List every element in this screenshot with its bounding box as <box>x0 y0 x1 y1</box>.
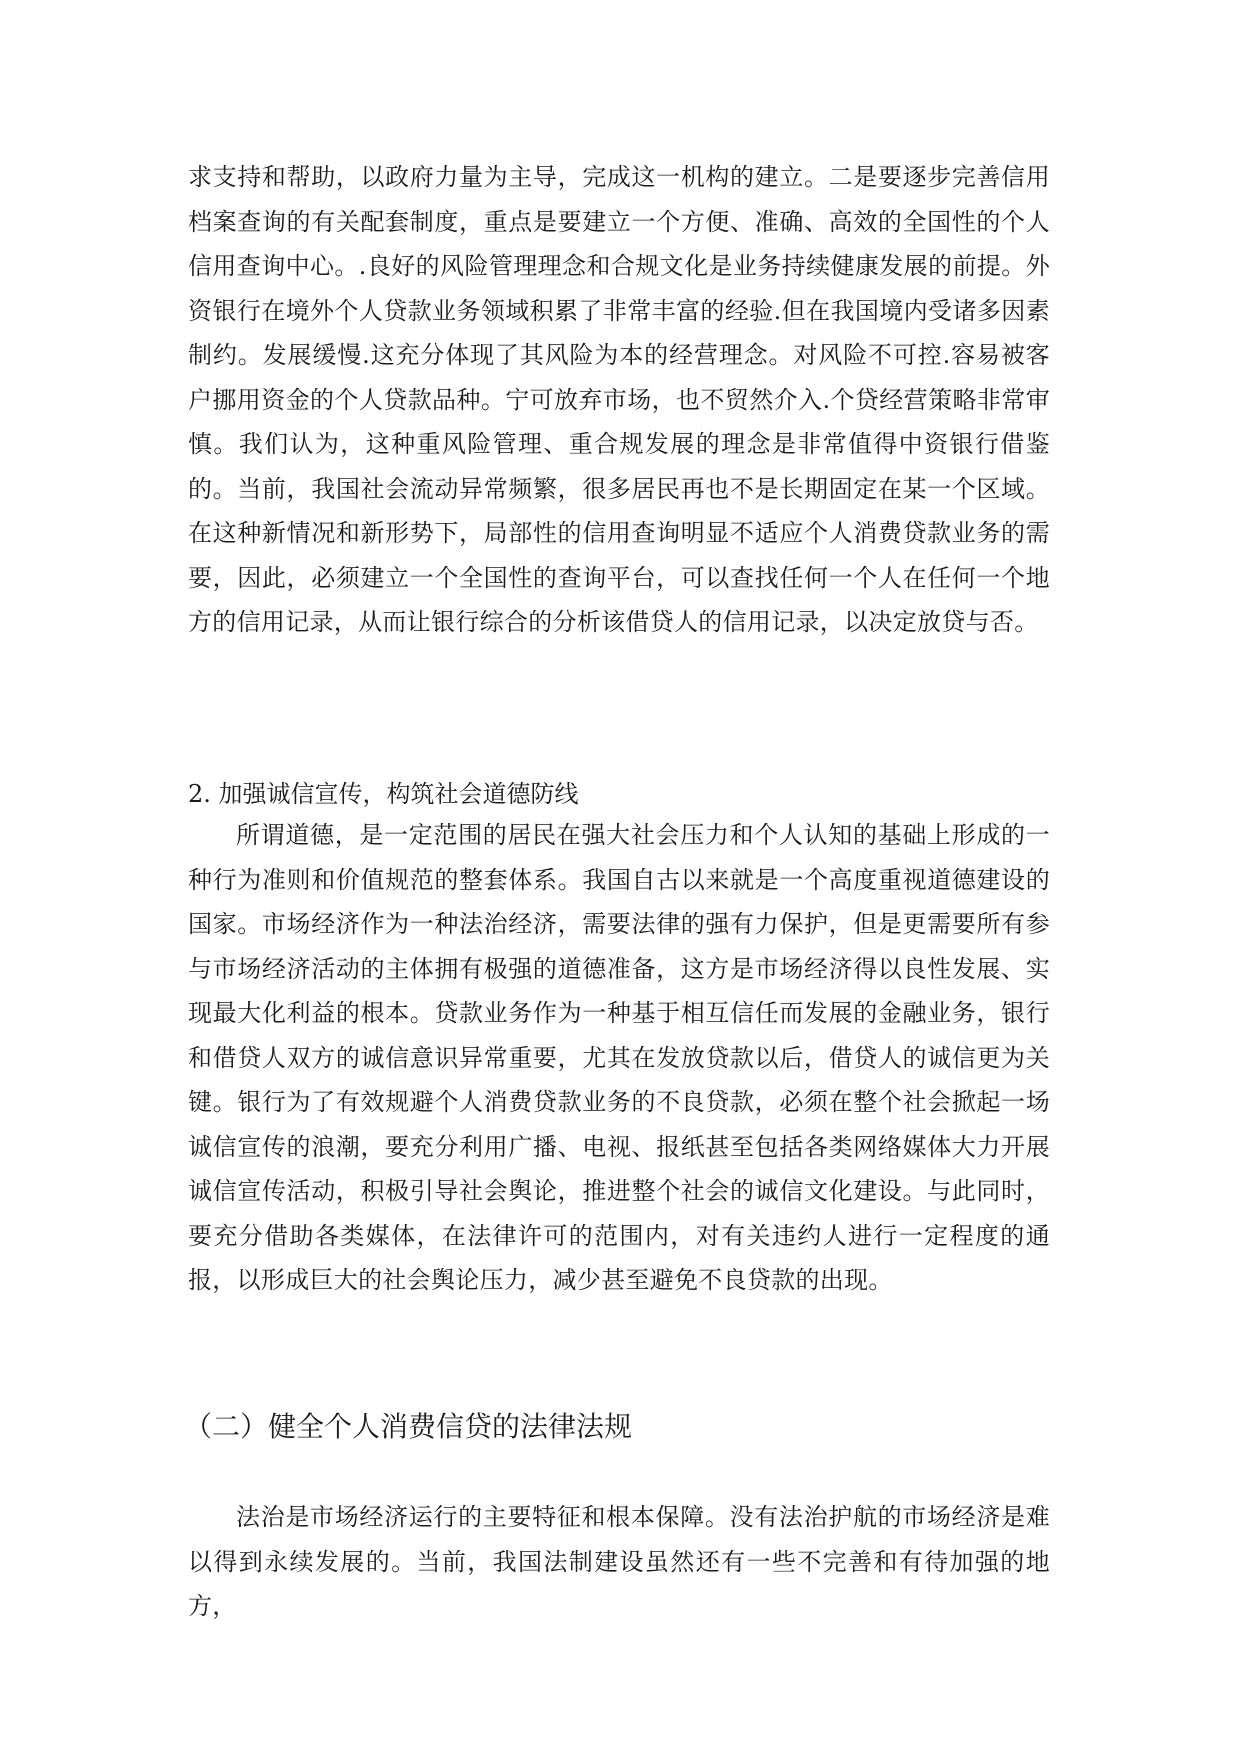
subheading-integrity-promotion: 2. 加强诚信宣传，构筑社会道德防线 <box>188 780 579 808</box>
body-paragraph-morality: 所谓道德，是一定范围的居民在强大社会压力和个人认知的基础上形成的一种行为准则和价值规范的整套体系。我国自古以来就是一个高度重视道德建设的国家。市场经济作为一种法治经济，需要法律的强有力保护，但是更需要所有参与市场经济活动的主体拥有极强的道德准备，这方是市场经济得以良性发展、实现最大化利益的根本。贷款业务作为一种基于相互信任而发展的金融业务，银行和借贷人双方的诚信意识异常重要，尤其在发放贷款以后，借贷人的诚信更为关键。银行为了有效规避个人消费贷款业务的不良贷款，必须在整个社会掀起一场诚信宣传的浪潮，要充分利用广播、电视、报纸甚至包括各类网络媒体大力开展诚信宣传活动，积极引导社会舆论，推进整个社会的诚信文化建设。与此同时，要充分借助各类媒体，在法律许可的范围内，对有关违约人进行一定程度的通报，以形成巨大的社会舆论压力，减少甚至避免不良贷款的出现。 <box>188 821 1050 1294</box>
body-paragraph-credit-inquiry: 求支持和帮助，以政府力量为主导，完成这一机构的建立。二是要逐步完善信用档案查询的有关配套制度，重点是要建立一个方便、准确、高效的全国性的个人信用查询中心。.良好的风险管理理念和合规文化是业务持续健康发展的前提。外资银行在境外个人贷款业务领域积累了非常丰富的经验.但在我国境内受诸多因素制约。发展缓慢.这充分体现了其风险为本的经营理念。对风险不可控.容易被客户挪用资金的个人贷款品种。宁可放弃市场，也不贸然介入.个贷经营策略非常审慎。我们认为，这种重风险管理、重合规发展的理念是非常值得中资银行借鉴的。当前，我国社会流动异常频繁，很多居民再也不是长期固定在某一个区域。在这种新情况和新形势下，局部性的信用查询明显不适应个人消费贷款业务的需要，因此，必须建立一个全国性的查询平台，可以查找任何一个人在任何一个地方的信用记录，从而让银行综合的分析该借贷人的信用记录，以决定放贷与否。 <box>188 163 1050 636</box>
body-paragraph-rule-of-law: 法治是市场经济运行的主要特征和根本保障。没有法治护航的市场经济是难以得到永续发展的。当前，我国法制建设虽然还有一些不完善和有待加强的地方， <box>188 1503 1050 1620</box>
section-heading-laws: （二）健全个人消费信贷的法律法规 <box>184 1410 633 1443</box>
